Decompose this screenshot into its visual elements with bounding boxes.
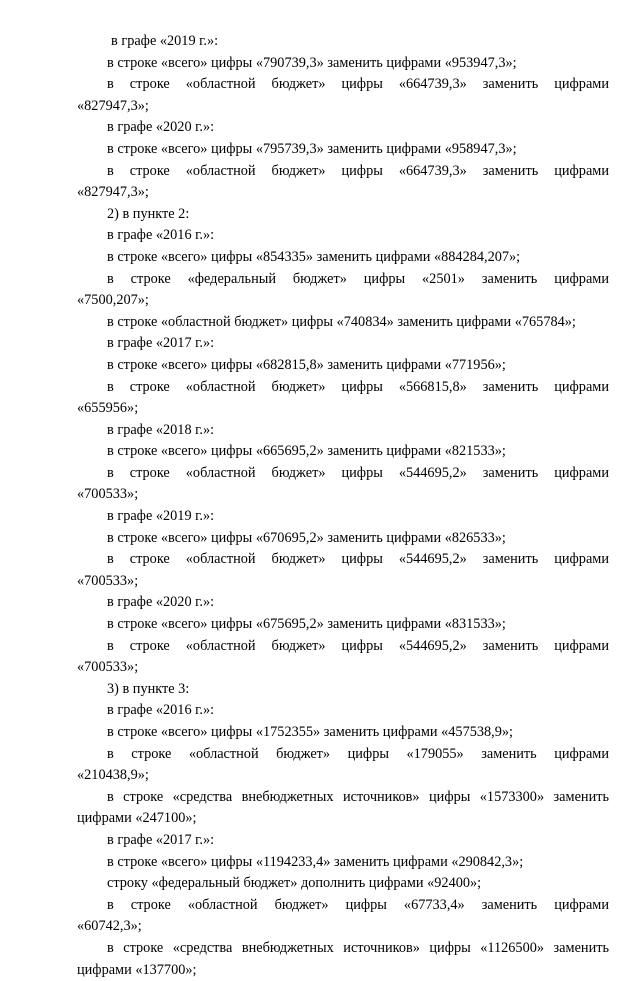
document-line: «7500,207»;: [77, 292, 149, 309]
document-line: «700533»;: [77, 659, 139, 676]
document-line: в строке «всего» цифры «675695,2» заменить цифрами «831533»;: [107, 616, 506, 633]
document-line: 3) в пункте 3:: [107, 680, 190, 697]
document-line: «700533»;: [77, 572, 139, 589]
document-line: в строке «всего» цифры «795739,3» заменить цифрами «958947,3»;: [107, 140, 517, 157]
document-line: в графе «2017 г.»:: [107, 335, 215, 352]
document-body: [77, 31, 609, 981]
document-line: 2) в пункте 2:: [107, 205, 190, 222]
document-line: в строке «всего» цифры «665695,2» заменить цифрами «821533»;: [107, 443, 506, 460]
document-line: в строке «областной бюджет» цифры «544695,2» заменить цифрами: [107, 464, 609, 481]
document-line: в графе «2017 г.»:: [107, 831, 215, 848]
document-line: в строке «всего» цифры «670695,2» заменить цифрами «826533»;: [107, 529, 506, 546]
document-line: в строке «всего» цифры «790739,3» заменить цифрами «953947,3»;: [107, 54, 517, 71]
document-line: в строке «областной бюджет» цифры «544695,2» заменить цифрами: [107, 551, 609, 568]
document-line: «210438,9»;: [77, 767, 149, 784]
document-line: «655956»;: [77, 400, 139, 417]
document-line: строку «федеральный бюджет» дополнить цифрами «92400»;: [107, 875, 482, 892]
document-line: «60742,3»;: [77, 918, 142, 935]
document-line: в графе «2018 г.»:: [107, 421, 215, 438]
document-line: в графе «2016 г.»:: [107, 702, 215, 719]
document-line: в строке «всего» цифры «1194233,4» заменить цифрами «290842,3»;: [107, 853, 524, 870]
document-line: в строке «всего» цифры «854335» заменить цифрами «884284,207»;: [107, 248, 521, 265]
document-line: в строке «областной бюджет» цифры «67733,4» заменить цифрами: [107, 896, 609, 913]
document-line: в строке «средства внебюджетных источников» цифры «1573300» заменить: [107, 788, 609, 805]
document-line: в строке «областной бюджет» цифры «664739,3» заменить цифрами: [107, 76, 609, 93]
document-line: цифрами «247100»;: [77, 810, 197, 827]
document-line: в строке «областной бюджет» цифры «544695,2» заменить цифрами: [107, 637, 609, 654]
document-line: в строке «федеральный бюджет» цифры «2501» заменить цифрами: [107, 270, 609, 287]
document-line: в строке «областной бюджет» цифры «740834» заменить цифрами «765784»;: [107, 313, 576, 330]
document-line: в графе «2019 г.»:: [107, 508, 215, 525]
document-line: в строке «всего» цифры «682815,8» заменить цифрами «771956»;: [107, 356, 506, 373]
document-line: в графе «2016 г.»:: [107, 227, 215, 244]
document-line: в строке «областной бюджет» цифры «664739,3» заменить цифрами: [107, 162, 609, 179]
document-line: в строке «областной бюджет» цифры «179055» заменить цифрами: [107, 745, 609, 762]
document-line: в графе «2019 г.»:: [111, 33, 219, 49]
document-line: в графе «2020 г.»:: [107, 119, 215, 136]
document-line: в графе «2020 г.»:: [107, 594, 215, 611]
document-line: «700533»;: [77, 486, 139, 503]
document-line: «827947,3»;: [77, 184, 149, 201]
document-line: в строке «средства внебюджетных источников» цифры «1126500» заменить: [107, 939, 609, 956]
document-line: в строке «областной бюджет» цифры «566815,8» заменить цифрами: [107, 378, 609, 395]
document-line: «827947,3»;: [77, 97, 149, 114]
document-line: цифрами «137700»;: [77, 961, 197, 978]
document-line: в строке «всего» цифры «1752355» заменить цифрами «457538,9»;: [107, 724, 514, 740]
